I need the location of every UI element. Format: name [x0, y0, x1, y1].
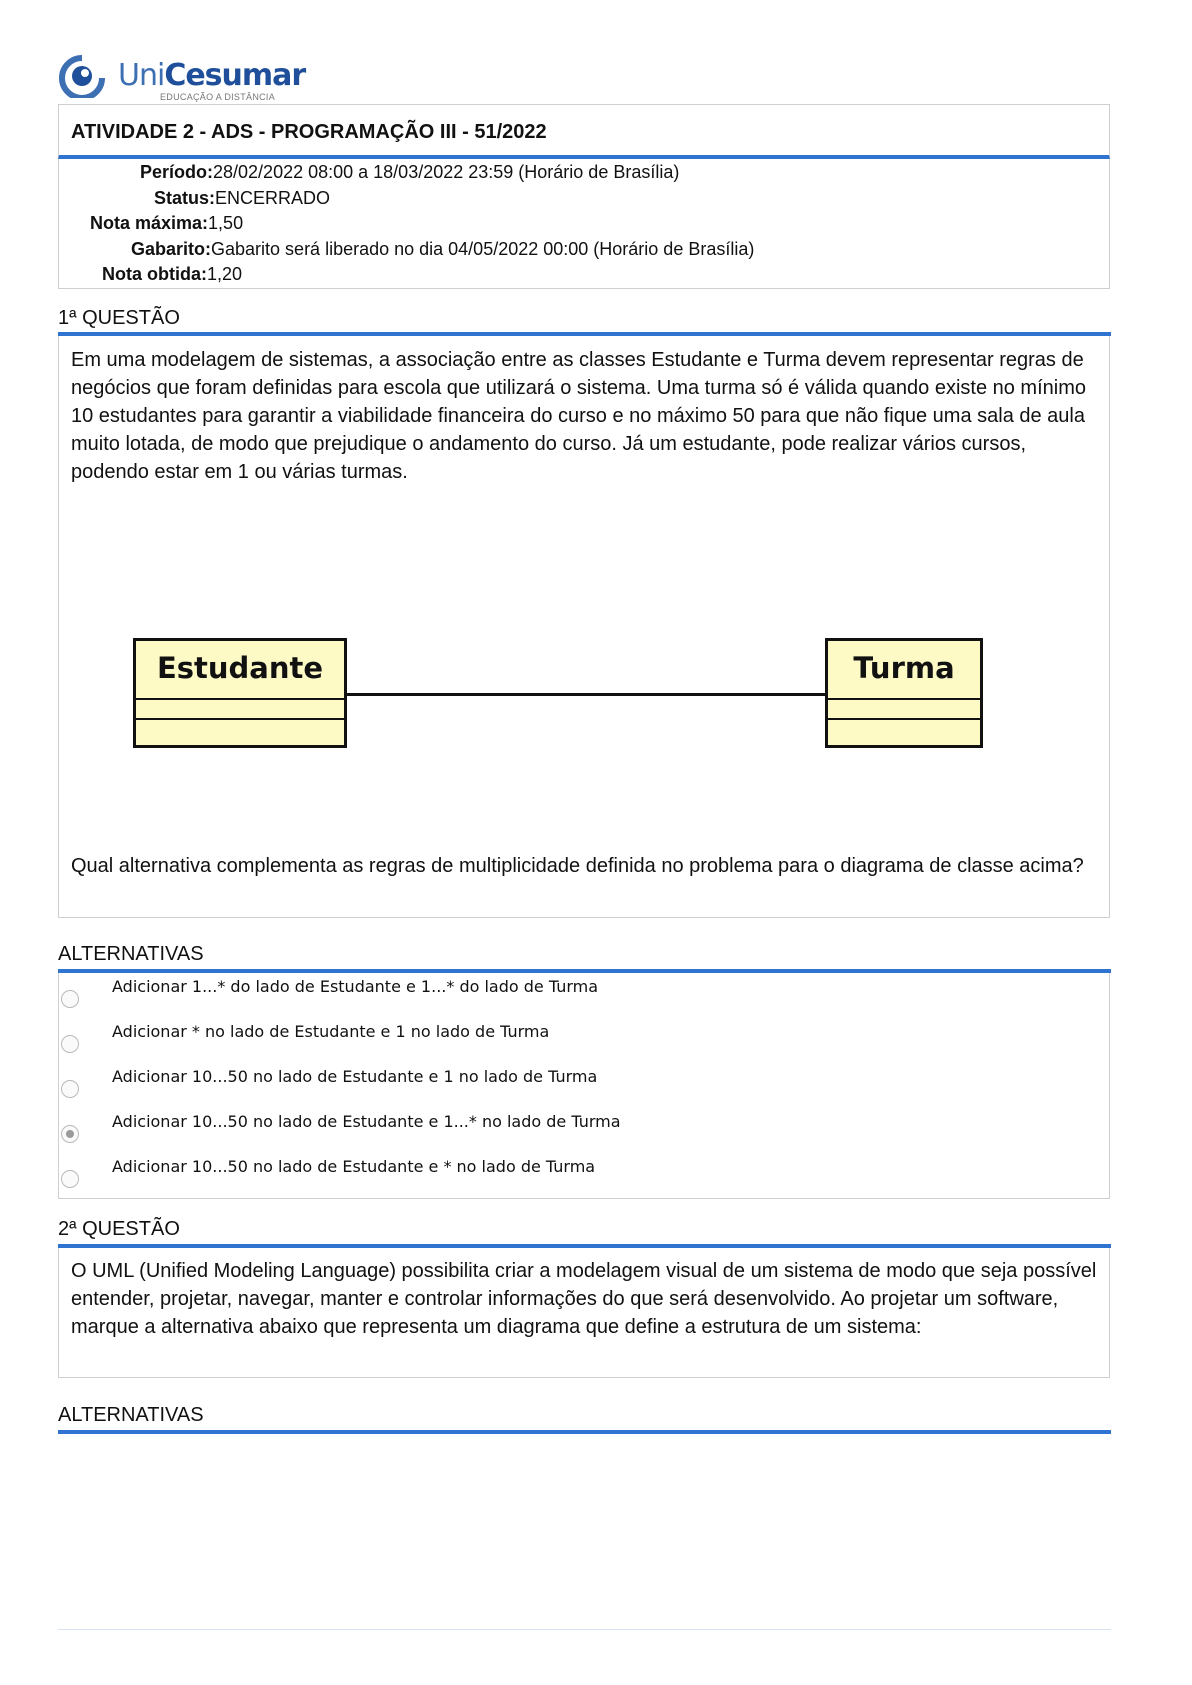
uml-class-turma — [825, 638, 983, 748]
q2-statement: O UML (Unified Modeling Language) possibilita criar a modelagem visual de um sistema de modo que seja possível entender, projetar, navegar, manter e controlar informações do que será desenvolvido. Ao projetar um software, marque a alternativa abaixo que representa um diagrama que define a estrutura de um sistema: — [71, 1260, 1097, 1338]
uml-class-estudante — [133, 638, 347, 748]
alternative-option[interactable] — [59, 1157, 1059, 1197]
q1-box — [58, 336, 1110, 918]
alternative-text: Adicionar 10...50 no lado de Estudante e 1...* no lado de Turma — [112, 1112, 621, 1131]
alternative-option[interactable] — [59, 1022, 1059, 1062]
periodo-value: 28/02/2022 08:00 a 18/03/2022 23:59 (Horário de Brasília) — [213, 162, 680, 182]
info-periodo — [140, 162, 679, 183]
logo-wordmark-cesumar: Cesumar — [164, 58, 306, 93]
radio-button-selected[interactable] — [61, 1125, 79, 1143]
alternative-text: Adicionar 10...50 no lado de Estudante e * no lado de Turma — [112, 1157, 596, 1176]
page-footer-rule — [58, 1629, 1111, 1630]
logo-wordmark-uni: Uni — [118, 58, 165, 93]
nota-maxima-value: 1,50 — [208, 213, 244, 233]
alternative-text: Adicionar * no lado de Estudante e 1 no lado de Turma — [112, 1022, 550, 1041]
alternative-option[interactable] — [59, 977, 1059, 1017]
unicesumar-logo — [58, 54, 306, 106]
radio-button[interactable] — [61, 1170, 79, 1188]
info-status — [154, 188, 330, 209]
q1-statement: Em uma modelagem de sistemas, a associação entre as classes Estudante e Turma devem representar regras de negócios que foram definidas para escola que utilizará o sistema. Uma turma só é válida quando existe no mínimo 10 estudantes para garantir a viabilidade financeira do curso e no máximo 50 para que não fique uma sala de aula muito lotada, de modo que prejudique o andamento do curso. Já um estudante, pode realizar vários cursos, podendo estar em 1 ou várias turmas. — [71, 349, 1086, 483]
uml-class-turma-name: Turma — [853, 651, 955, 685]
info-nota-obtida — [102, 264, 242, 285]
uml-class-estudante-name: Estudante — [156, 651, 324, 685]
radio-button[interactable] — [61, 990, 79, 1008]
q2-heading: 2ª QUESTÃO — [58, 1218, 180, 1240]
nota-maxima-label: Nota máxima: — [90, 213, 209, 233]
radio-button[interactable] — [61, 1035, 79, 1053]
uml-divider — [828, 698, 980, 700]
radio-button[interactable] — [61, 1080, 79, 1098]
activity-title: ATIVIDADE 2 - ADS - PROGRAMAÇÃO III - 51/2022 — [71, 121, 547, 143]
info-nota-maxima — [90, 213, 243, 234]
logo-subtitle: EDUCAÇÃO A DISTÂNCIA — [160, 92, 276, 102]
periodo-label: Período: — [140, 162, 214, 182]
alternative-option[interactable] — [59, 1067, 1059, 1107]
logo-wordmark — [118, 58, 305, 93]
alternative-option[interactable] — [59, 1112, 1059, 1152]
gabarito-value: Gabarito será liberado no dia 04/05/2022 00:00 (Horário de Brasília) — [211, 239, 755, 259]
activity-info — [58, 159, 1110, 289]
q1-question: Qual alternativa complementa as regras de multiplicidade definida no problema para o diagrama de classe acima? — [71, 855, 1084, 877]
alternative-text: Adicionar 10...50 no lado de Estudante e 1 no lado de Turma — [112, 1067, 598, 1086]
q1-heading: 1ª QUESTÃO — [58, 307, 180, 329]
nota-obtida-label: Nota obtida: — [102, 264, 207, 284]
status-value: ENCERRADO — [215, 188, 331, 208]
q1-alternatives-heading: ALTERNATIVAS — [58, 943, 204, 965]
unicesumar-logo-icon — [58, 54, 106, 98]
alternative-text: Adicionar 1...* do lado de Estudante e 1...* do lado de Turma — [112, 977, 599, 996]
activity-title-box — [58, 104, 1110, 159]
q2-alternatives-heading: ALTERNATIVAS — [58, 1404, 204, 1426]
nota-obtida-value: 1,20 — [207, 264, 243, 284]
q2-alternatives-rule — [58, 1430, 1111, 1434]
uml-divider — [828, 718, 980, 720]
info-gabarito — [131, 239, 754, 260]
status-label: Status: — [154, 188, 216, 208]
q1-alternatives — [58, 973, 1110, 1199]
uml-divider — [136, 698, 344, 700]
uml-divider — [136, 718, 344, 720]
gabarito-label: Gabarito: — [131, 239, 212, 259]
uml-association-line — [344, 693, 826, 696]
q2-box — [58, 1248, 1110, 1378]
